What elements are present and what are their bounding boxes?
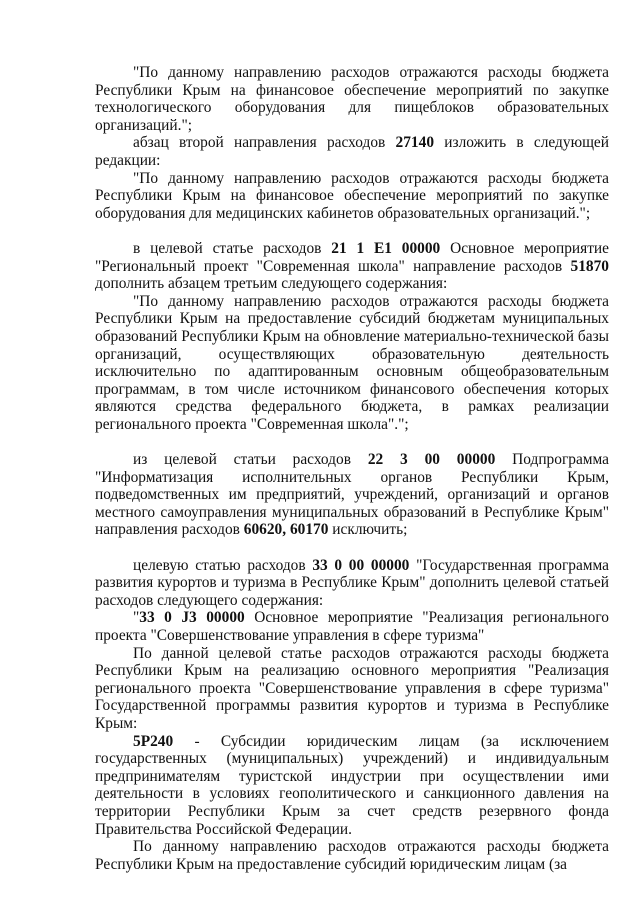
paragraph-gap xyxy=(95,433,609,451)
paragraph-gap xyxy=(95,222,609,240)
paragraph: в целевой статье расходов 21 1 E1 00000 Основное мероприятие "Региональный проект "Современная школа" направление расходов 51870 дополнить абзацем третьим следующего содержания: xyxy=(95,239,609,293)
budget-code: 51870 xyxy=(570,257,609,275)
budget-code: 5P240 xyxy=(133,732,174,750)
paragraph: абзац второй направления расходов 27140 изложить в следующей редакции: xyxy=(95,134,609,169)
paragraph: По данной целевой статье расходов отражаются расходы бюджета Республики Крым на реализацию основного мероприятия "Реализация регионального проекта "Совершенствование управления в сфере туризма" Государственной программы развития курортов и туризма в Республике Крым: xyxy=(95,644,609,732)
paragraph: По данному направлению расходов отражаются расходы бюджета Республики Крым на предоставление субсидий юридическим лицам (за xyxy=(95,838,609,873)
paragraph: целевую статью расходов 33 0 00 00000 "Государственная программа развития курортов и туризма в Республике Крым" дополнить целевой статьей расходов следующего содержания: xyxy=(95,556,609,609)
budget-code: 21 1 E1 00000 xyxy=(331,239,441,257)
budget-code: 60620, 60170 xyxy=(243,521,329,539)
paragraph: "По данному направлению расходов отражаются расходы бюджета Республики Крым на финансовое обеспечение мероприятий по закупке оборудования для медицинских кабинетов образовательных организаций."; xyxy=(95,169,609,222)
document-body xyxy=(95,64,609,873)
paragraph: 5P240 - Субсидии юридическим лицам (за исключением государственных (муниципальных) учреждений) и индивидуальным предпринимателям туристской индустрии при осуществлении ими деятельности в условиях геополитического и санкционного давления на территории Республики Крым за счет средств резервного фонда Правительства Российской Федерации. xyxy=(95,732,609,838)
paragraph-gap xyxy=(95,539,609,557)
budget-code: 33 0 J3 00000 xyxy=(139,609,245,627)
paragraph: "33 0 J3 00000 Основное мероприятие "Реализация регионального проекта "Совершенствование управления в сфере туризма" xyxy=(95,609,609,644)
budget-code: 22 3 00 00000 xyxy=(367,451,496,469)
budget-code: 33 0 00 00000 xyxy=(312,556,410,574)
paragraph: "По данному направлению расходов отражаются расходы бюджета Республики Крым на финансовое обеспечение мероприятий по закупке технологического оборудования для пищеблоков образовательных организаций."; xyxy=(95,64,609,134)
paragraph: "По данному направлению расходов отражаются расходы бюджета Республики Крым на предоставление субсидий бюджетам муниципальных образований Республики Крым на обновление материально-технической базы организаций, осуществляющих образовательную деятельность исключительно по адаптированным основным общеобразовательным программам, в том числе источником финансового обеспечения которых являются средства федерального бюджета, в рамках реализации регионального проекта "Современная школа"."; xyxy=(95,292,609,433)
paragraph: из целевой статьи расходов 22 3 00 00000 Подпрограмма "Информатизация исполнительных органов Республики Крым, подведомственных им предприятий, учреждений, организаций и органов местного самоуправления муниципальных образований в Республике Крым" направления расходов 60620, 60170 исключить; xyxy=(95,451,609,539)
budget-code: 27140 xyxy=(395,134,435,152)
